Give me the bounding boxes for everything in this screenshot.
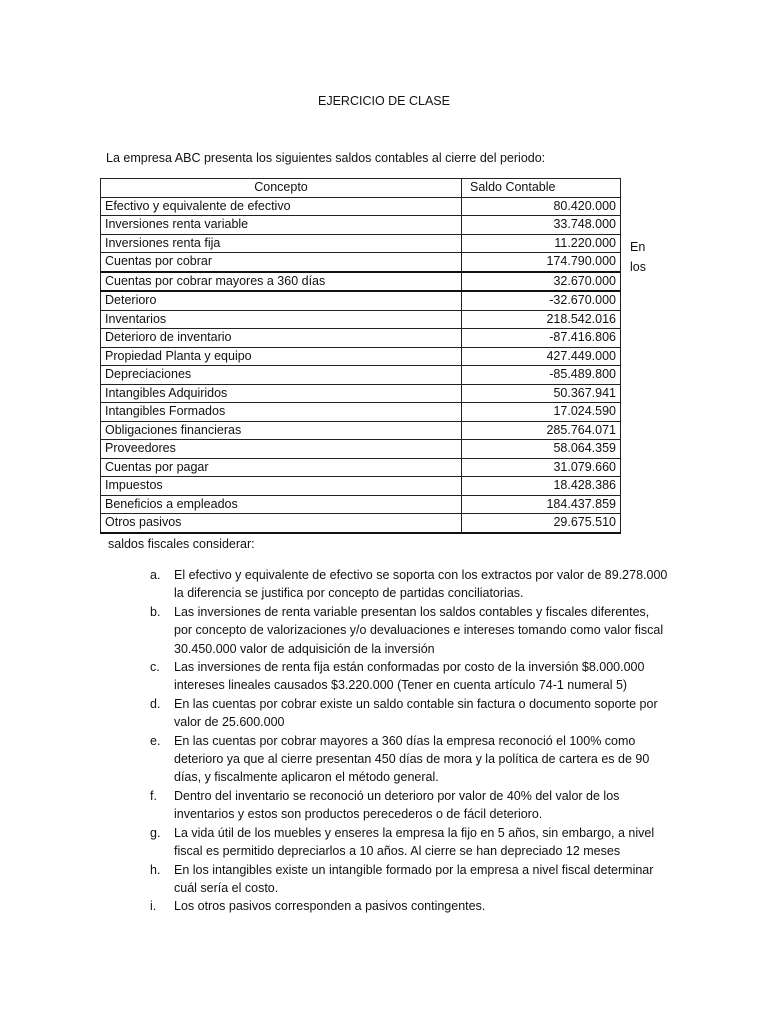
table-row <box>101 291 621 310</box>
table-row <box>101 495 621 514</box>
row-value: 184.437.859 <box>462 495 621 514</box>
list-item <box>150 658 670 695</box>
row-value: 29.675.510 <box>462 514 621 533</box>
table-row <box>101 234 621 253</box>
row-value: 18.428.386 <box>462 477 621 496</box>
row-value: 33.748.000 <box>462 216 621 235</box>
row-value: 58.064.359 <box>462 440 621 459</box>
list-item-text: Dentro del inventario se reconoció un deterioro por valor de 40% del valor de los inventarios y estos son productos perecederos o de fácil deterioro. <box>174 788 620 822</box>
row-concept: Cuentas por cobrar <box>101 253 462 272</box>
row-value: 11.220.000 <box>462 234 621 253</box>
value-column-header: Saldo Contable <box>462 179 621 198</box>
notes-list <box>150 566 670 916</box>
table-row <box>101 366 621 385</box>
row-value: 32.670.000 <box>462 272 621 292</box>
list-item-text: Los otros pasivos corresponden a pasivos contingentes. <box>174 899 486 914</box>
balance-table <box>100 178 621 534</box>
list-item-text: En los intangibles existe un intangible formado por la empresa a nivel fiscal determinar cuál sería el costo. <box>174 862 654 895</box>
concept-column-header: Concepto <box>101 179 462 198</box>
row-value: 31.079.660 <box>462 458 621 477</box>
row-value: 218.542.016 <box>462 310 621 329</box>
list-item <box>150 566 670 603</box>
list-item-text: En las cuentas por cobrar mayores a 360 días la empresa reconoció el 100% como deterioro ya que al cierre presentan 450 días de mora y la política de cartera es de 90 días, y fiscalmente aplicaron el método general. <box>174 733 650 785</box>
table-row <box>101 421 621 440</box>
table-row <box>101 514 621 533</box>
list-item <box>150 787 670 824</box>
continuation-text: saldos fiscales considerar: <box>108 537 255 551</box>
list-marker: g. <box>150 825 161 840</box>
list-item-text: El efectivo y equivalente de efectivo se soporta con los extractos por valor de 89.278.000 la diferencia se justifica por concepto de partidas conciliatorias. <box>174 568 668 601</box>
row-value: 80.420.000 <box>462 197 621 216</box>
table-row <box>101 253 621 272</box>
table-row <box>101 403 621 422</box>
list-marker: b. <box>150 604 161 619</box>
row-concept: Beneficios a empleados <box>101 495 462 514</box>
row-concept: Intangibles Adquiridos <box>101 384 462 403</box>
list-item <box>150 824 670 861</box>
row-concept: Deterioro de inventario <box>101 329 462 348</box>
table-row <box>101 197 621 216</box>
intro-text: La empresa ABC presenta los siguientes saldos contables al cierre del periodo: <box>106 151 546 165</box>
table-row <box>101 272 621 292</box>
row-value: 50.367.941 <box>462 384 621 403</box>
row-concept: Obligaciones financieras <box>101 421 462 440</box>
row-concept: Cuentas por cobrar mayores a 360 días <box>101 272 462 292</box>
side-text-los: los <box>630 260 646 274</box>
table-row <box>101 216 621 235</box>
list-marker: f. <box>150 788 157 803</box>
row-concept: Inversiones renta fija <box>101 234 462 253</box>
list-item-text: En las cuentas por cobrar existe un saldo contable sin factura o documento soporte por valor de 25.600.000 <box>174 696 658 730</box>
table-row <box>101 458 621 477</box>
table-row <box>101 440 621 459</box>
table-row <box>101 310 621 329</box>
table-row <box>101 329 621 348</box>
table-row <box>101 347 621 366</box>
list-item-text: Las inversiones de renta variable presentan los saldos contables y fiscales diferentes, por concepto de valorizaciones y/o devaluaciones e intereses tomando como valor fiscal 30.450.000 valor de adquisición de la inversión <box>174 604 664 656</box>
row-value: -87.416.806 <box>462 329 621 348</box>
list-item-text: La vida útil de los muebles y enseres la empresa la fijo en 5 años, sin embargo, a nivel fiscal es permitido depreciarlos a 10 años. Al cierre se han depreciado 12 meses <box>174 825 655 859</box>
list-item-text: Las inversiones de renta fija están conformadas por costo de la inversión $8.000.000 intereses lineales causados $3.220.000 (Tener en cuenta artículo 74-1 numeral 5) <box>174 660 645 693</box>
table-row <box>101 384 621 403</box>
table-header-row <box>101 179 621 198</box>
row-concept: Depreciaciones <box>101 366 462 385</box>
row-value: 174.790.000 <box>462 253 621 272</box>
list-marker: e. <box>150 733 161 748</box>
list-item <box>150 861 670 898</box>
side-text-en: En <box>630 240 646 254</box>
row-value: -85.489.800 <box>462 366 621 385</box>
list-marker: h. <box>150 862 161 877</box>
row-concept: Inventarios <box>101 310 462 329</box>
list-item <box>150 695 670 732</box>
list-item <box>150 732 670 787</box>
list-item <box>150 603 670 658</box>
row-concept: Deterioro <box>101 291 462 310</box>
row-value: 17.024.590 <box>462 403 621 422</box>
row-value: 427.449.000 <box>462 347 621 366</box>
row-concept: Impuestos <box>101 477 462 496</box>
row-concept: Otros pasivos <box>101 514 462 533</box>
row-value: 285.764.071 <box>462 421 621 440</box>
row-concept: Inversiones renta variable <box>101 216 462 235</box>
list-marker: c. <box>150 660 160 675</box>
row-value: -32.670.000 <box>462 291 621 310</box>
row-concept: Efectivo y equivalente de efectivo <box>101 197 462 216</box>
row-concept: Intangibles Formados <box>101 403 462 422</box>
list-marker: i. <box>150 899 157 914</box>
document-title: EJERCICIO DE CLASE <box>318 94 450 108</box>
row-concept: Propiedad Planta y equipo <box>101 347 462 366</box>
row-concept: Proveedores <box>101 440 462 459</box>
list-item <box>150 897 670 915</box>
row-concept: Cuentas por pagar <box>101 458 462 477</box>
list-marker: d. <box>150 696 161 711</box>
list-marker: a. <box>150 568 161 582</box>
table-row <box>101 477 621 496</box>
